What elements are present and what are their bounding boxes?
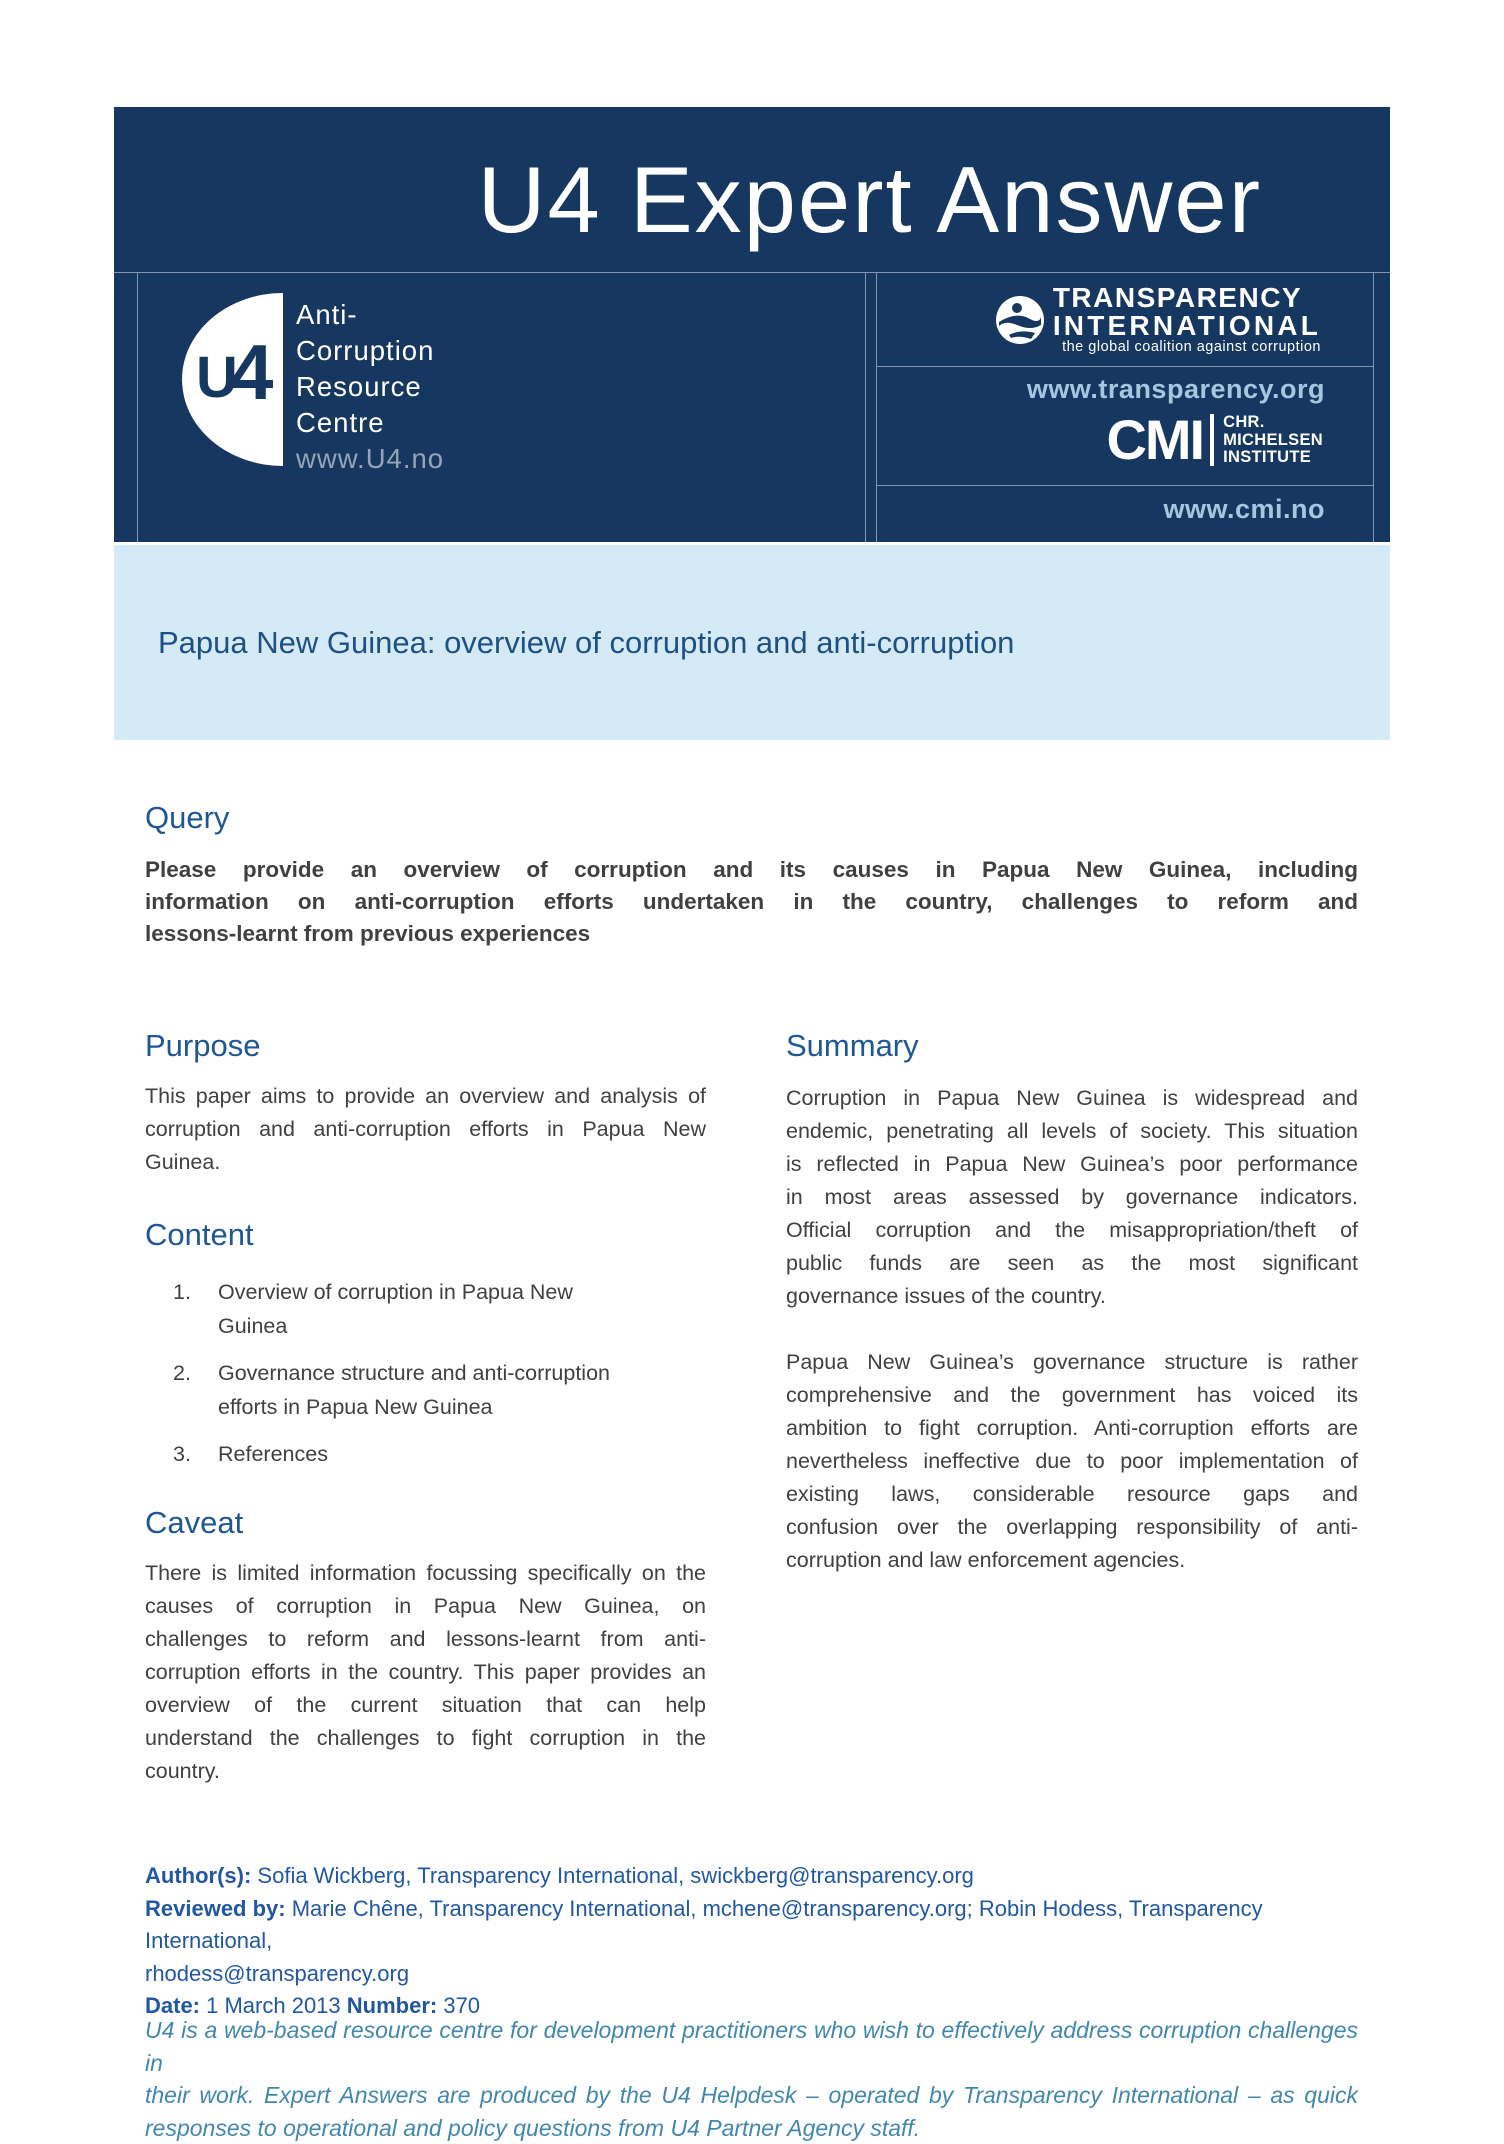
caveat-line: challenges to reform and lessons-learnt from anti- — [145, 1623, 706, 1656]
cmi-website-row — [877, 486, 1373, 540]
caveat-line: causes of corruption in Papua New Guinea, on — [145, 1590, 706, 1623]
summary-line: existing laws, considerable resource gaps and — [786, 1478, 1358, 1511]
cmi-abbr: CMI — [1106, 414, 1203, 466]
transparency-international-logo — [877, 273, 1373, 367]
purpose-text — [145, 1080, 706, 1179]
footer-note-line: responses to operational and policy questions from U4 Partner Agency staff. — [145, 2112, 1358, 2144]
reviewed-line — [145, 1893, 1358, 1958]
document-title: Papua New Guinea: overview of corruption and anti-corruption — [158, 625, 1014, 661]
purpose-heading: Purpose — [145, 1028, 706, 1064]
u4-org-line: Anti- — [296, 297, 444, 333]
cmi-name-line: MICHELSEN — [1223, 432, 1323, 450]
list-item-number: 1. — [145, 1275, 218, 1343]
author-label: Author(s): — [145, 1863, 251, 1888]
summary-line: confusion over the overlapping responsibility of anti- — [786, 1511, 1358, 1544]
reviewed-value: Marie Chêne, Transparency International, mchene@transparency.org; Robin Hodess, Transparency International, — [145, 1896, 1263, 1954]
partner-logos-cell — [876, 273, 1374, 542]
footer-meta — [145, 1860, 1358, 2023]
cmi-divider-bar — [1210, 414, 1214, 466]
ti-name-line1: TRANSPARENCY — [1053, 284, 1321, 312]
u4-org-line: Corruption — [296, 333, 444, 369]
summary-paragraph-1 — [786, 1082, 1358, 1313]
ti-tagline: the global coalition against corruption — [1053, 339, 1321, 356]
list-item-number: 2. — [145, 1356, 218, 1424]
purpose-line: corruption and anti-corruption efforts in Papua New — [145, 1113, 706, 1146]
ti-name-block — [1053, 284, 1321, 356]
author-line — [145, 1860, 1358, 1893]
reviewed-line-wrap: rhodess@transparency.org — [145, 1958, 1358, 1991]
u4-website-link[interactable]: www.U4.no — [296, 441, 444, 477]
summary-line: Papua New Guinea’s governance structure is rather — [786, 1346, 1358, 1379]
right-column — [786, 1028, 1358, 1788]
number-value: 370 — [437, 1993, 480, 2018]
list-item — [145, 1275, 706, 1343]
column-gap — [706, 1028, 786, 1788]
list-item-line: References — [218, 1437, 668, 1471]
content-heading: Content — [145, 1217, 706, 1253]
purpose-line: This paper aims to provide an overview and analysis of — [145, 1080, 706, 1113]
cmi-logo — [877, 414, 1373, 467]
content-list — [145, 1275, 706, 1471]
summary-line: nevertheless ineffective due to poor implementation of — [786, 1445, 1358, 1478]
date-value: 1 March 2013 — [200, 1993, 347, 2018]
list-item-line: efforts in Papua New Guinea — [218, 1390, 668, 1424]
u4-org-line: Centre — [296, 405, 444, 441]
ti-globe-icon — [995, 295, 1045, 345]
summary-line: comprehensive and the government has voiced its — [786, 1379, 1358, 1412]
logo-row — [114, 273, 1390, 542]
two-column-section — [145, 1028, 1358, 1788]
masthead-title: U4 Expert Answer — [478, 153, 1262, 247]
caveat-line: corruption efforts in the country. This paper provides an — [145, 1656, 706, 1689]
list-item — [145, 1437, 706, 1471]
summary-paragraph-2 — [786, 1346, 1358, 1577]
reviewed-label: Reviewed by: — [145, 1896, 286, 1921]
masthead-header — [114, 107, 1390, 542]
footer-note-line: their work. Expert Answers are produced by the U4 Helpdesk – operated by Transparency International – as quick — [145, 2079, 1358, 2112]
query-line: Please provide an overview of corruption and its causes in Papua New Guinea, including — [145, 854, 1358, 886]
caveat-line: overview of the current situation that can help — [145, 1689, 706, 1722]
list-item-number: 3. — [145, 1437, 218, 1471]
footer-note — [145, 2014, 1358, 2144]
query-line: lessons-learnt from previous experiences — [145, 918, 1358, 950]
summary-line: Official corruption and the misappropriation/theft of — [786, 1214, 1358, 1247]
query-heading: Query — [145, 800, 1358, 836]
transparency-website-link[interactable]: www.transparency.org — [877, 374, 1373, 405]
u4-logo — [182, 293, 283, 466]
u4-logo-letter-u: U — [196, 349, 238, 407]
caveat-heading: Caveat — [145, 1505, 706, 1541]
summary-line: governance issues of the country. — [786, 1280, 1358, 1313]
u4-org-line: Resource — [296, 369, 444, 405]
list-item-line: Overview of corruption in Papua New — [218, 1275, 668, 1309]
summary-line: is reflected in Papua New Guinea’s poor performance — [786, 1148, 1358, 1181]
caveat-line: understand the challenges to fight corruption in the — [145, 1722, 706, 1755]
cmi-website-link[interactable]: www.cmi.no — [877, 494, 1373, 525]
masthead-title-row — [114, 107, 1390, 273]
u4-org-name — [296, 297, 444, 477]
summary-line: public funds are seen as the most significant — [786, 1247, 1358, 1280]
query-text — [145, 854, 1358, 950]
query-section — [145, 800, 1358, 950]
cmi-name-line: INSTITUTE — [1223, 449, 1323, 467]
summary-line: Corruption in Papua New Guinea is widespread and — [786, 1082, 1358, 1115]
caveat-text — [145, 1557, 706, 1788]
query-line: information on anti-corruption efforts undertaken in the country, challenges to reform and — [145, 886, 1358, 918]
list-item-text — [218, 1356, 668, 1424]
caveat-line: There is limited information focussing specifically on the — [145, 1557, 706, 1590]
u4-logo-cell — [137, 273, 866, 542]
footer-note-line: U4 is a web-based resource centre for development practitioners who wish to effectively address corruption challenges in — [145, 2014, 1358, 2079]
list-item-line: Governance structure and anti-corruption — [218, 1356, 668, 1390]
summary-heading: Summary — [786, 1028, 1358, 1064]
title-banner — [114, 545, 1390, 740]
cell-divider-gap — [866, 273, 876, 542]
cmi-name-line: CHR. — [1223, 414, 1323, 432]
left-column — [145, 1028, 706, 1788]
caveat-line: country. — [145, 1755, 706, 1788]
summary-line: corruption and law enforcement agencies. — [786, 1544, 1358, 1577]
list-item-line: Guinea — [218, 1309, 668, 1343]
summary-line: endemic, penetrating all levels of society. This situation — [786, 1115, 1358, 1148]
u4-logo-letter-4: 4 — [230, 333, 273, 411]
list-item-text — [218, 1275, 668, 1343]
summary-line: in most areas assessed by governance indicators. — [786, 1181, 1358, 1214]
purpose-line: Guinea. — [145, 1146, 706, 1179]
summary-line: ambition to fight corruption. Anti-corruption efforts are — [786, 1412, 1358, 1445]
cmi-name-block — [1223, 414, 1323, 467]
list-item-text — [218, 1437, 668, 1471]
list-item — [145, 1356, 706, 1424]
ti-name-line2: INTERNATIONAL — [1053, 312, 1321, 339]
number-label: Number: — [347, 1993, 437, 2018]
ti-website-and-cmi-row — [877, 367, 1373, 486]
date-label: Date: — [145, 1993, 200, 2018]
author-value: Sofia Wickberg, Transparency International, swickberg@transparency.org — [251, 1863, 974, 1888]
